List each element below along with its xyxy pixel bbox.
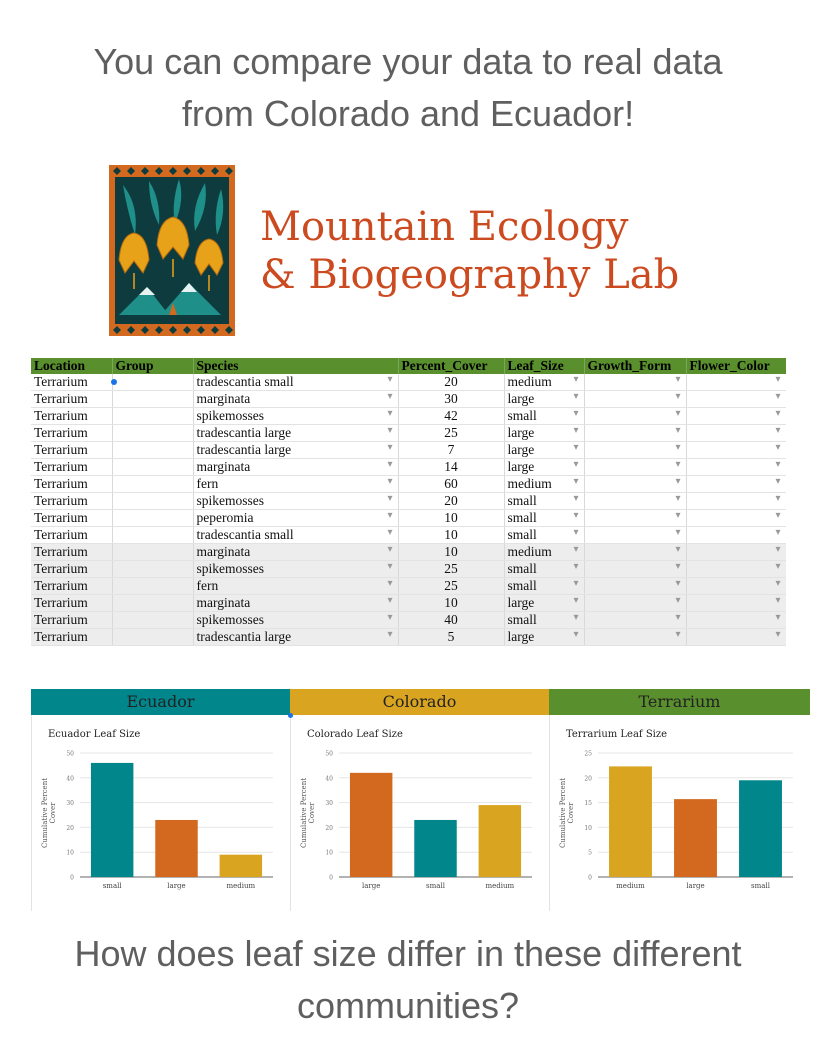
location-cell[interactable]: Terrarium: [31, 391, 112, 408]
growth-form-cell[interactable]: [584, 459, 686, 476]
location-cell[interactable]: Terrarium: [31, 578, 112, 595]
column-header-percent-cover[interactable]: Percent_Cover: [398, 358, 504, 374]
bar-large[interactable]: [155, 820, 197, 877]
species-cell[interactable]: spikemosses ▾: [193, 612, 398, 629]
bar-chart-svg: [32, 715, 291, 911]
flower-color-cell[interactable]: [686, 459, 786, 476]
species-cell[interactable]: marginata ▾: [193, 391, 398, 408]
chart-ecuador: [31, 715, 291, 911]
spreadsheet: [31, 358, 786, 650]
leaf-size-cell[interactable]: medium ▾: [504, 544, 584, 561]
table-row: [31, 476, 786, 493]
percent-cover-cell[interactable]: 42: [398, 408, 504, 425]
table-row: [31, 612, 786, 629]
panel-header-terrarium: Terrarium: [549, 689, 810, 715]
flower-color-cell[interactable]: [686, 595, 786, 612]
location-cell[interactable]: Terrarium: [31, 425, 112, 442]
leaf-size-cell[interactable]: small ▾: [504, 561, 584, 578]
x-tick-label: large: [167, 882, 186, 890]
percent-cover-cell[interactable]: 5: [398, 629, 504, 646]
flower-color-cell[interactable]: [686, 493, 786, 510]
bottom-heading-line2: communities?: [296, 985, 520, 1026]
percent-cover-cell[interactable]: 10: [398, 595, 504, 612]
group-cell[interactable]: [112, 476, 193, 493]
location-cell[interactable]: Terrarium: [31, 408, 112, 425]
x-tick-label: medium: [226, 882, 256, 890]
table-row: [31, 391, 786, 408]
bar-small[interactable]: [739, 780, 782, 877]
flower-color-cell[interactable]: [686, 476, 786, 493]
leaf-size-cell[interactable]: medium ▾: [504, 476, 584, 493]
y-tick-label: 0: [70, 874, 74, 882]
column-header-flower-color[interactable]: Flower_Color: [686, 358, 786, 374]
y-axis-title: Cumulative Percent Cover: [559, 777, 575, 849]
y-axis-title: Cumulative Percent Cover: [41, 777, 57, 849]
column-header-growth-form[interactable]: Growth_Form: [584, 358, 686, 374]
percent-cover-cell[interactable]: 25: [398, 425, 504, 442]
growth-form-cell[interactable]: [584, 544, 686, 561]
species-cell[interactable]: marginata ▾: [193, 459, 398, 476]
group-cell[interactable]: [112, 595, 193, 612]
leaf-size-cell[interactable]: small ▾: [504, 493, 584, 510]
leaf-size-cell[interactable]: small ▾: [504, 612, 584, 629]
flower-color-cell[interactable]: [686, 391, 786, 408]
leaf-size-cell[interactable]: large ▾: [504, 442, 584, 459]
bar-large[interactable]: [350, 773, 392, 877]
y-axis-title: Cumulative Percent Cover: [300, 777, 316, 849]
leaf-size-cell[interactable]: small ▾: [504, 527, 584, 544]
y-tick-label: 20: [584, 775, 592, 783]
bar-small[interactable]: [91, 763, 133, 877]
bottom-heading-line1: How does leaf size differ in these different: [74, 933, 742, 974]
growth-form-cell[interactable]: [584, 629, 686, 646]
percent-cover-cell[interactable]: 10: [398, 527, 504, 544]
bar-medium[interactable]: [609, 766, 652, 877]
percent-cover-cell[interactable]: 25: [398, 561, 504, 578]
species-cell[interactable]: spikemosses ▾: [193, 561, 398, 578]
table-row: [31, 629, 786, 646]
growth-form-cell[interactable]: [584, 493, 686, 510]
y-tick-label: 0: [329, 874, 333, 882]
y-tick-label: 25: [584, 750, 592, 758]
column-header-leaf-size[interactable]: Leaf_Size: [504, 358, 584, 374]
top-heading-line1: You can compare your data to real data: [93, 41, 723, 82]
flower-color-cell[interactable]: [686, 374, 786, 391]
bar-small[interactable]: [414, 820, 456, 877]
group-cell[interactable]: [112, 544, 193, 561]
bar-medium[interactable]: [479, 805, 521, 877]
table-row: [31, 374, 786, 391]
lab-name-line2: & Biogeography Lab: [260, 252, 680, 298]
table-row: [31, 595, 786, 612]
x-tick-label: medium: [616, 882, 645, 890]
species-cell[interactable]: peperomia ▾: [193, 510, 398, 527]
y-tick-label: 10: [66, 849, 74, 857]
group-cell[interactable]: [112, 578, 193, 595]
leaf-size-cell[interactable]: large ▾: [504, 425, 584, 442]
y-tick-label: 10: [325, 849, 333, 857]
selection-handle[interactable]: [111, 379, 117, 385]
flower-color-cell[interactable]: [686, 408, 786, 425]
percent-cover-cell[interactable]: 10: [398, 510, 504, 527]
y-tick-label: 40: [325, 775, 333, 783]
flower-color-cell[interactable]: [686, 510, 786, 527]
table-row: [31, 459, 786, 476]
leaf-size-cell[interactable]: large ▾: [504, 629, 584, 646]
flower-color-cell[interactable]: [686, 561, 786, 578]
percent-cover-cell[interactable]: 7: [398, 442, 504, 459]
location-cell[interactable]: Terrarium: [31, 510, 112, 527]
growth-form-cell[interactable]: [584, 595, 686, 612]
flower-color-cell[interactable]: [686, 629, 786, 646]
location-cell[interactable]: Terrarium: [31, 629, 112, 646]
y-tick-label: 50: [66, 750, 74, 758]
species-cell[interactable]: spikemosses ▾: [193, 493, 398, 510]
table-row: [31, 493, 786, 510]
chart-title: Ecuador Leaf Size: [48, 729, 141, 740]
leaf-size-cell[interactable]: large ▾: [504, 595, 584, 612]
location-cell[interactable]: Terrarium: [31, 544, 112, 561]
species-cell[interactable]: tradescantia large ▾: [193, 629, 398, 646]
panel-header-colorado: Colorado: [290, 689, 549, 715]
leaf-size-cell[interactable]: small ▾: [504, 510, 584, 527]
bar-large[interactable]: [674, 799, 717, 877]
leaf-size-cell[interactable]: large ▾: [504, 459, 584, 476]
column-header-species[interactable]: Species: [193, 358, 398, 374]
growth-form-cell[interactable]: [584, 476, 686, 493]
y-tick-label: 20: [325, 824, 333, 832]
group-cell[interactable]: [112, 425, 193, 442]
chart-title: Colorado Leaf Size: [307, 729, 403, 740]
y-tick-label: 20: [66, 824, 74, 832]
location-cell[interactable]: Terrarium: [31, 612, 112, 629]
bar-chart-svg: [291, 715, 550, 911]
table-row: [31, 527, 786, 544]
flower-color-cell[interactable]: [686, 612, 786, 629]
leaf-size-cell[interactable]: small ▾: [504, 408, 584, 425]
percent-cover-cell[interactable]: 40: [398, 612, 504, 629]
percent-cover-cell[interactable]: 60: [398, 476, 504, 493]
y-tick-label: 50: [325, 750, 333, 758]
growth-form-cell[interactable]: [584, 391, 686, 408]
table-header-row: [31, 358, 786, 374]
species-cell[interactable]: fern ▾: [193, 578, 398, 595]
species-cell[interactable]: tradescantia small ▾: [193, 527, 398, 544]
x-tick-label: large: [686, 882, 705, 890]
chart-title: Terrarium Leaf Size: [566, 729, 668, 740]
leaf-size-cell[interactable]: medium ▾: [504, 374, 584, 391]
location-cell[interactable]: Terrarium: [31, 459, 112, 476]
bottom-heading: [0, 928, 816, 1032]
species-cell[interactable]: marginata ▾: [193, 595, 398, 612]
flower-color-cell[interactable]: [686, 544, 786, 561]
column-header-location[interactable]: Location: [31, 358, 112, 374]
flower-color-cell[interactable]: [686, 442, 786, 459]
species-cell[interactable]: tradescantia large ▾: [193, 442, 398, 459]
percent-cover-cell[interactable]: 30: [398, 391, 504, 408]
chart-terrarium: [549, 715, 811, 911]
chart-panels: [31, 689, 810, 911]
y-tick-label: 30: [66, 800, 74, 808]
group-cell[interactable]: [112, 527, 193, 544]
location-cell[interactable]: Terrarium: [31, 527, 112, 544]
chart-colorado: [290, 715, 550, 911]
leaf-size-cell[interactable]: large ▾: [504, 391, 584, 408]
location-cell[interactable]: Terrarium: [31, 476, 112, 493]
table-row: [31, 442, 786, 459]
table-row: [31, 544, 786, 561]
top-heading-line2: from Colorado and Ecuador!: [181, 93, 635, 134]
percent-cover-cell[interactable]: 25: [398, 578, 504, 595]
species-cell[interactable]: fern ▾: [193, 476, 398, 493]
species-cell[interactable]: spikemosses ▾: [193, 408, 398, 425]
selection-handle[interactable]: [288, 713, 293, 718]
x-tick-label: small: [751, 882, 770, 890]
growth-form-cell[interactable]: [584, 408, 686, 425]
group-cell[interactable]: [112, 374, 193, 391]
group-cell[interactable]: [112, 408, 193, 425]
y-tick-label: 30: [325, 800, 333, 808]
growth-form-cell[interactable]: [584, 425, 686, 442]
x-tick-label: small: [426, 882, 445, 890]
location-cell[interactable]: Terrarium: [31, 493, 112, 510]
percent-cover-cell[interactable]: 14: [398, 459, 504, 476]
y-tick-label: 10: [584, 824, 592, 832]
percent-cover-cell[interactable]: 10: [398, 544, 504, 561]
table-row: [31, 425, 786, 442]
growth-form-cell[interactable]: [584, 612, 686, 629]
group-cell[interactable]: [112, 561, 193, 578]
flower-color-cell[interactable]: [686, 425, 786, 442]
growth-form-cell[interactable]: [584, 374, 686, 391]
percent-cover-cell[interactable]: 20: [398, 374, 504, 391]
species-cell[interactable]: marginata ▾: [193, 544, 398, 561]
leaf-size-cell[interactable]: small ▾: [504, 578, 584, 595]
location-cell[interactable]: Terrarium: [31, 561, 112, 578]
table-row: [31, 510, 786, 527]
lab-logo-image: [109, 165, 235, 336]
species-cell[interactable]: tradescantia small ▾: [193, 374, 398, 391]
group-cell[interactable]: [112, 629, 193, 646]
growth-form-cell[interactable]: [584, 527, 686, 544]
flower-color-cell[interactable]: [686, 527, 786, 544]
group-cell[interactable]: [112, 442, 193, 459]
location-cell[interactable]: Terrarium: [31, 374, 112, 391]
y-tick-label: 15: [584, 800, 592, 808]
growth-form-cell[interactable]: [584, 510, 686, 527]
species-cell[interactable]: tradescantia large ▾: [193, 425, 398, 442]
table-row: [31, 578, 786, 595]
group-cell[interactable]: [112, 612, 193, 629]
group-cell[interactable]: [112, 493, 193, 510]
growth-form-cell[interactable]: [584, 561, 686, 578]
location-cell[interactable]: Terrarium: [31, 595, 112, 612]
data-table: [31, 358, 786, 646]
bar-chart-svg: [550, 715, 811, 911]
y-tick-label: 40: [66, 775, 74, 783]
growth-form-cell[interactable]: [584, 442, 686, 459]
x-tick-label: medium: [485, 882, 515, 890]
column-header-group[interactable]: Group: [112, 358, 193, 374]
y-tick-label: 0: [588, 874, 592, 882]
y-tick-label: 5: [588, 849, 592, 857]
lab-name: [260, 203, 780, 299]
x-tick-label: large: [361, 882, 381, 890]
lab-name-line1: Mountain Ecology: [260, 204, 629, 250]
group-cell[interactable]: [112, 391, 193, 408]
flower-color-cell[interactable]: [686, 578, 786, 595]
top-heading: [0, 36, 816, 140]
growth-form-cell[interactable]: [584, 578, 686, 595]
table-row: [31, 408, 786, 425]
percent-cover-cell[interactable]: 20: [398, 493, 504, 510]
panel-header-ecuador: Ecuador: [31, 689, 290, 715]
x-tick-label: small: [102, 882, 122, 890]
bar-medium[interactable]: [220, 855, 262, 877]
location-cell[interactable]: Terrarium: [31, 442, 112, 459]
table-row: [31, 561, 786, 578]
group-cell[interactable]: [112, 459, 193, 476]
group-cell[interactable]: [112, 510, 193, 527]
